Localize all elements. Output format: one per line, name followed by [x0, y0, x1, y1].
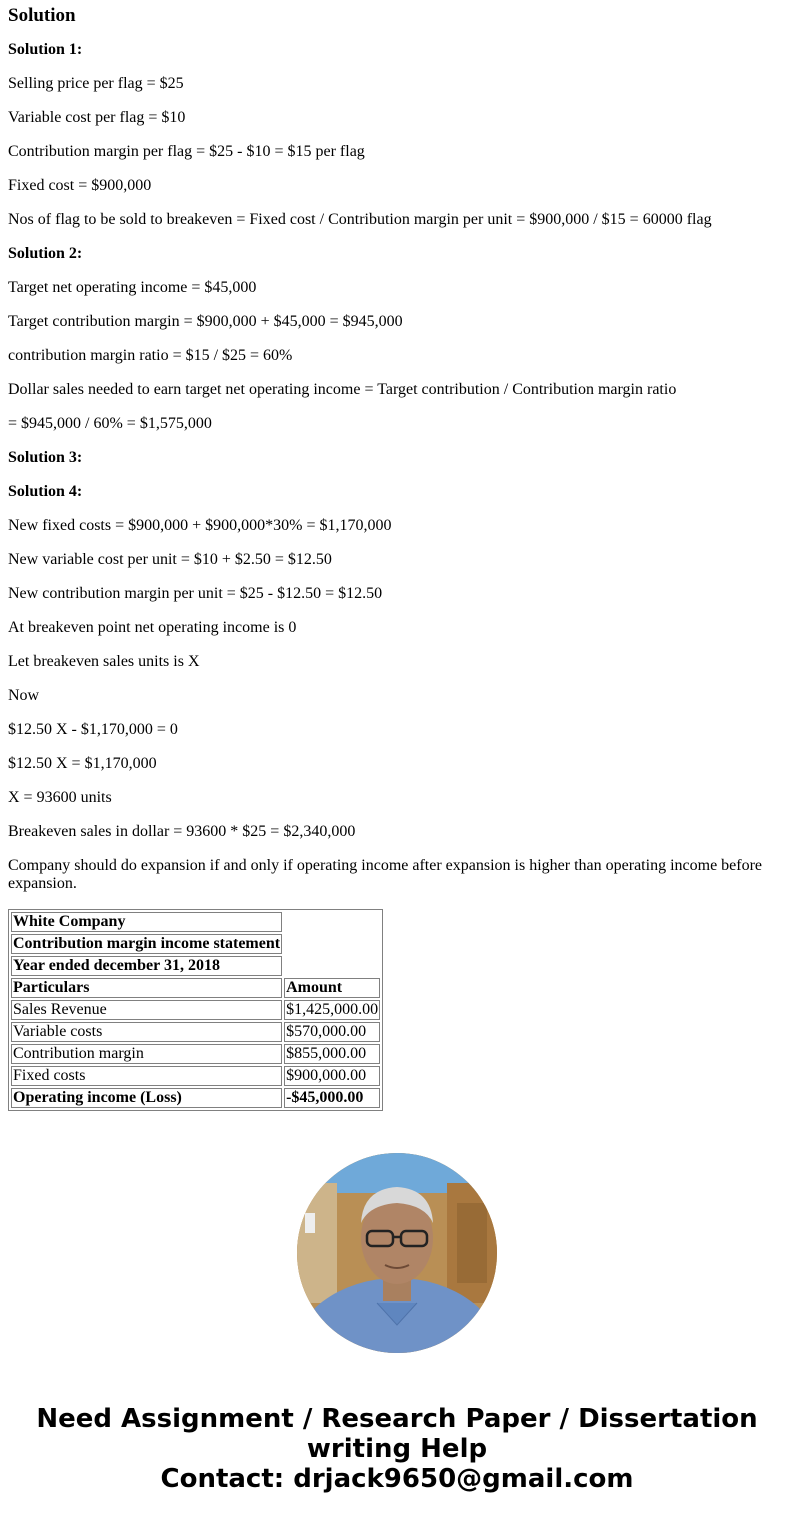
row-label: Contribution margin [11, 1044, 282, 1064]
table-header-row [11, 978, 380, 998]
solution-line: Fixed cost = $900,000 [8, 177, 152, 194]
solution-line: Target contribution margin = $900,000 + $45,000 = $945,000 [8, 313, 403, 330]
row-amount: $1,425,000.00 [286, 1001, 379, 1018]
row-label: Variable costs [11, 1022, 282, 1042]
income-statement-table [8, 909, 383, 1111]
solution-line: Contribution margin per flag = $25 - $10 = $15 per flag [8, 143, 365, 160]
section-heading: Solution 2: [8, 245, 83, 262]
table-row [11, 1000, 380, 1020]
solution-line: New contribution margin per unit = $25 - $12.50 = $12.50 [8, 585, 383, 602]
solution-line: $12.50 X - $1,170,000 = 0 [8, 721, 178, 738]
author-avatar [297, 1153, 497, 1353]
footer-line-2: writing Help [306, 1434, 488, 1464]
table-row [11, 956, 380, 976]
solution-line: = $945,000 / 60% = $1,575,000 [8, 415, 212, 432]
solution-line: Now [8, 687, 40, 704]
section-heading: Solution 3: [8, 449, 83, 466]
contact-footer [0, 1404, 794, 1494]
row-amount: $855,000.00 [284, 1044, 380, 1064]
row-label: Fixed costs [11, 1066, 282, 1086]
solution-line: Company should do expansion if and only if operating income after expansion is higher than operating income before expansion. [8, 857, 763, 892]
row-amount: $900,000.00 [284, 1066, 380, 1086]
solution-line: X = 93600 units [8, 789, 112, 806]
total-label: Operating income (Loss) [11, 1088, 282, 1108]
solution-line: Target net operating income = $45,000 [8, 279, 257, 296]
solution-line: Dollar sales needed to earn target net operating income = Target contribution / Contribution margin ratio [8, 381, 677, 398]
footer-email: Contact: drjack9650@gmail.com [160, 1464, 634, 1494]
table-row [11, 1044, 380, 1064]
solution-line: At breakeven point net operating income is 0 [8, 619, 297, 636]
solution-line: Let breakeven sales units is X [8, 653, 200, 670]
solution-line: contribution margin ratio = $15 / $25 = 60% [8, 347, 293, 364]
total-amount: -$45,000.00 [284, 1088, 380, 1108]
solution-line: Variable cost per flag = $10 [8, 109, 186, 126]
row-amount: $570,000.00 [284, 1022, 380, 1042]
statement-name-cell: Contribution margin income statement [13, 935, 281, 952]
solution-line: New variable cost per unit = $10 + $2.50 = $12.50 [8, 551, 332, 568]
row-label: Sales Revenue [11, 1000, 282, 1020]
solution-line: Breakeven sales in dollar = 93600 * $25 = $2,340,000 [8, 823, 356, 840]
solution-line: New fixed costs = $900,000 + $900,000*30% = $1,170,000 [8, 517, 392, 534]
author-photo-icon [297, 1153, 497, 1353]
solution-lines [8, 31, 786, 893]
section-heading: Solution 4: [8, 483, 83, 500]
footer-line-1: Need Assignment / Research Paper / Dissertation [36, 1404, 758, 1434]
solution-line: Nos of flag to be sold to breakeven = Fixed cost / Contribution margin per unit = $900,000 / $15 = 60000 flag [8, 211, 712, 228]
solution-line: Selling price per flag = $25 [8, 75, 184, 92]
section-heading: Solution 1: [8, 41, 83, 58]
table-row [11, 1066, 380, 1086]
table-row [11, 1022, 380, 1042]
table-row [11, 912, 380, 932]
table-total-row [11, 1088, 380, 1108]
table-row [11, 934, 380, 954]
company-name-cell: White Company [11, 912, 282, 932]
header-amount: Amount [284, 978, 380, 998]
page-title: Solution [8, 5, 76, 26]
solution-line: $12.50 X = $1,170,000 [8, 755, 157, 772]
header-particulars: Particulars [11, 978, 282, 998]
statement-period-cell: Year ended december 31, 2018 [11, 956, 282, 976]
